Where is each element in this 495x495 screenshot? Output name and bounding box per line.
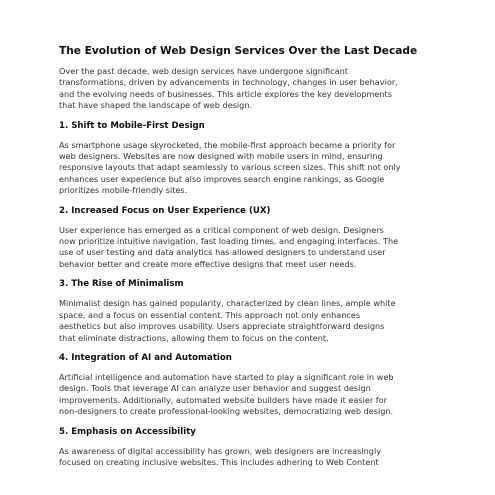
section-body-ux bbox=[59, 225, 439, 271]
body-line: As smartphone usage skyrocketed, the mobile-first approach became a priority for bbox=[59, 139, 396, 150]
article-title: The Evolution of Web Design Services Over the Last Decade bbox=[59, 45, 418, 57]
body-line: non-designers to create professional-looking websites, democratizing web design. bbox=[59, 406, 394, 417]
body-line: As awareness of digital accessibility has grown, web designers are increasingly bbox=[59, 445, 382, 456]
body-line: web designers. Websites are now designed with mobile users in mind, ensuring bbox=[59, 151, 383, 162]
body-line: Artificial intelligence and automation have started to play a significant role in web bbox=[59, 371, 394, 382]
section-body-ai-automation bbox=[59, 372, 439, 418]
intro-line: that have shaped the landscape of web design. bbox=[59, 100, 253, 111]
document-page bbox=[59, 45, 439, 477]
body-line: responsive layouts that adapt seamlessly to various screen sizes. This shift not only bbox=[59, 162, 401, 173]
section-heading-accessibility: 5. Emphasis on Accessibility bbox=[59, 426, 196, 437]
body-line: prioritizes mobile-friendly sites. bbox=[59, 185, 188, 196]
body-line: improvements. Additionally, automated website builders have made it easier for bbox=[59, 394, 387, 405]
body-line: behavior better and create more effective designs that meet user needs. bbox=[59, 258, 357, 269]
body-line: Minimalist design has gained popularity, characterized by clean lines, ample white bbox=[59, 298, 396, 309]
section-heading-minimalism: 3. The Rise of Minimalism bbox=[59, 279, 184, 290]
body-line: now prioritize intuitive navigation, fast loading times, and engaging interfaces. The bbox=[59, 236, 399, 247]
section-body-mobile-first bbox=[59, 140, 439, 197]
body-line: aesthetics but also improves usability. Users appreciate straightforward designs bbox=[59, 321, 385, 332]
body-line: use of user testing and data analytics has allowed designers to understand user bbox=[59, 247, 386, 258]
section-body-minimalism bbox=[59, 298, 439, 344]
section-heading-mobile-first: 1. Shift to Mobile-First Design bbox=[59, 120, 205, 131]
body-line: design. Tools that leverage AI can analyze user behavior and suggest design bbox=[59, 383, 371, 394]
intro-line: transformations, driven by advancements in technology, changes in user behavior, bbox=[59, 77, 398, 88]
intro-line: Over the past decade, web design services have undergone significant bbox=[59, 66, 348, 76]
section-heading-ai-automation: 4. Integration of AI and Automation bbox=[59, 352, 232, 363]
section-body-accessibility bbox=[59, 446, 439, 469]
body-line: that eliminate distractions, allowing them to focus on the content. bbox=[59, 332, 329, 343]
section-heading-ux: 2. Increased Focus on User Experience (UX) bbox=[59, 205, 271, 216]
body-line: focused on creating inclusive websites. This includes adhering to Web Content bbox=[59, 456, 379, 467]
body-line: space, and a focus on essential content. This approach not only enhances bbox=[59, 309, 361, 320]
body-line: enhances user experience but also improves search engine rankings, as Google bbox=[59, 173, 385, 184]
intro-paragraph bbox=[59, 66, 439, 112]
body-line: User experience has emerged as a critical component of web design. Designers bbox=[59, 224, 384, 235]
intro-line: and the evolving needs of businesses. This article explores the key developments bbox=[59, 88, 392, 99]
